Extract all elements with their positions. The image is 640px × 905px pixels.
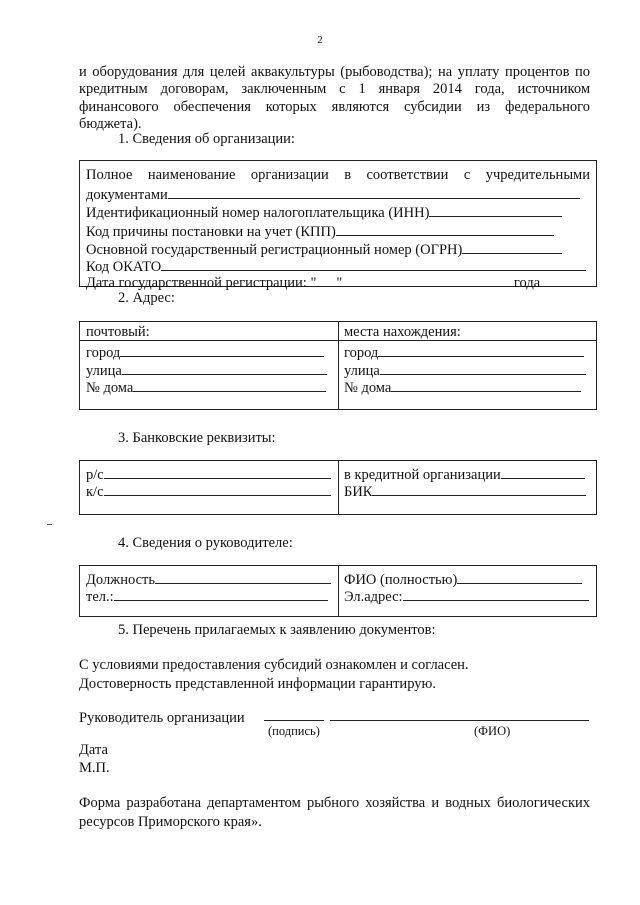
section-2-heading: 2. Адрес: — [118, 290, 175, 306]
head-label: Руководитель организации — [79, 710, 245, 726]
footer-line-1: Форма разработана департаментом рыбного хозяйства и водных биологических — [79, 795, 590, 811]
full-name-field[interactable] — [86, 185, 580, 204]
ogrn-label: Основной государственный регистрационный номер (ОГРН) — [86, 242, 463, 258]
margin-mark — [47, 524, 52, 525]
bik-label: БИК — [344, 484, 373, 500]
postal-house-field[interactable] — [86, 378, 326, 397]
consent-line-1: С условиями предоставления субсидий ознакомлен и согласен. — [79, 657, 469, 673]
reg-date-quote: " — [336, 275, 343, 291]
reg-date-year-label: года — [513, 275, 541, 291]
address-box — [79, 321, 597, 410]
okato-label: Код ОКАТО — [86, 259, 162, 275]
section-5-heading: 5. Перечень прилагаемых к заявлению документов: — [118, 622, 436, 638]
section-1-heading: 1. Сведения об организации: — [118, 131, 295, 147]
location-house-field[interactable] — [344, 378, 581, 397]
position-label: Должность — [86, 572, 155, 588]
page-number: 2 — [317, 34, 323, 46]
bank-details-box — [79, 460, 597, 515]
postal-street-label: улица — [86, 363, 122, 379]
location-street-label: улица — [344, 363, 380, 379]
postal-house-label: № дома — [86, 380, 134, 396]
bik-field[interactable] — [344, 482, 586, 501]
section-3-heading: 3. Банковские реквизиты: — [118, 430, 276, 446]
rs-label: р/с — [86, 467, 104, 483]
location-city-field[interactable] — [344, 343, 584, 362]
location-house-label: № дома — [344, 380, 392, 396]
stamp-label: М.П. — [79, 760, 110, 776]
ks-field[interactable] — [86, 482, 331, 501]
footer-line-2: ресурсов Приморского края». — [79, 814, 262, 830]
intro-line: бюджета). — [79, 116, 142, 133]
phone-field[interactable] — [86, 587, 328, 606]
inn-label: Идентификационный номер налогоплательщика (ИНН) — [86, 205, 430, 221]
section-4-heading: 4. Сведения о руководителе: — [118, 535, 293, 551]
intro-line: кредитным договорам, заключенным с 1 января 2014 года, источником — [79, 81, 590, 98]
full-name-label: Полное наименование организации в соответствии с учредительными — [86, 167, 590, 183]
bank-label: в кредитной организации — [344, 467, 501, 483]
postal-city-label: город — [86, 345, 121, 361]
intro-paragraph — [79, 64, 590, 134]
location-address-title: места нахождения: — [344, 324, 461, 340]
postal-city-field[interactable] — [86, 343, 324, 362]
signature-caption: (подпись) — [268, 724, 320, 738]
organization-info-box — [79, 160, 597, 291]
kpp-label: Код причины постановки на учет (КПП) — [86, 224, 336, 240]
phone-label: тел.: — [86, 589, 114, 605]
location-city-label: город — [344, 345, 379, 361]
manager-info-box — [79, 565, 597, 617]
fio-label: ФИО (полностью) — [344, 572, 458, 588]
date-label: Дата — [79, 742, 108, 758]
email-label: Эл.адрес: — [344, 589, 403, 605]
full-name-label-cont: документами — [86, 187, 168, 203]
signature-line[interactable] — [264, 720, 324, 721]
kpp-field[interactable] — [86, 222, 554, 241]
consent-line-2: Достоверность представленной информации гарантирую. — [79, 676, 436, 692]
fio-caption: (ФИО) — [474, 724, 511, 738]
email-field[interactable] — [344, 587, 589, 606]
ks-label: к/с — [86, 484, 104, 500]
intro-line: и оборудования для целей аквакультуры (рыбоводства); на уплату процентов по — [79, 64, 590, 80]
fio-signature-line[interactable] — [330, 720, 589, 721]
inn-field[interactable] — [86, 203, 562, 222]
postal-address-title: почтовый: — [86, 324, 150, 340]
reg-date-label: Дата государственной регистрации: " — [86, 275, 317, 291]
intro-line: финансового обеспечения которых являются субсидии из федерального — [79, 98, 590, 115]
